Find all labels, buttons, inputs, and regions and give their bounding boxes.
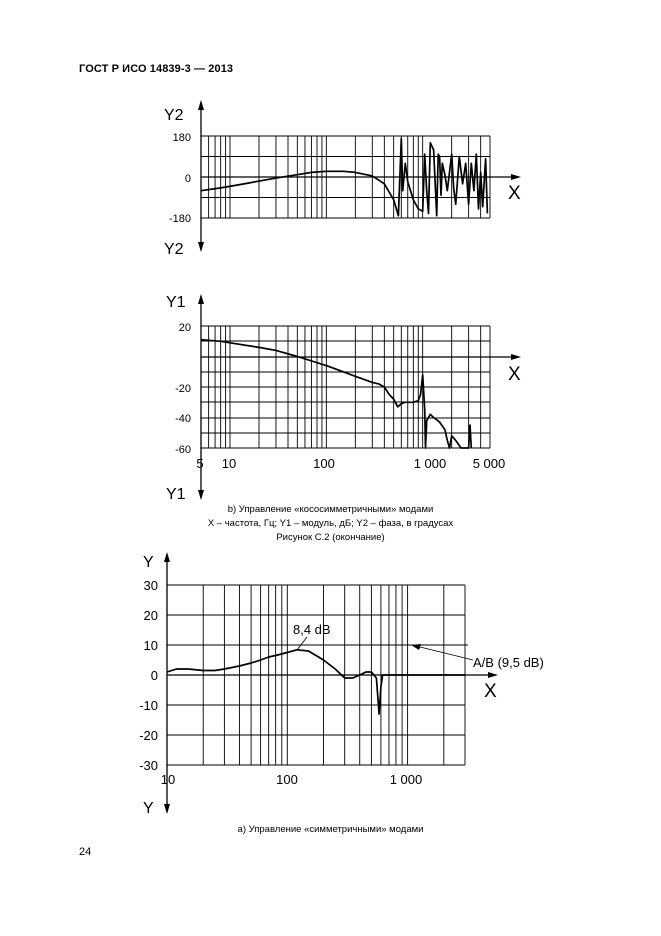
magnitude-tick-minus60: -60: [175, 444, 191, 456]
arrow-left-icon: [411, 644, 421, 650]
arrow-up-icon: [198, 294, 204, 304]
symmetric-xtick-10: 10: [160, 772, 176, 787]
caption-legend-b: X – частота, Гц; Y1 – модуль, дБ; Y2 – фаза, в градусах: [207, 518, 454, 529]
peak-annotation: 8,4 dB: [293, 622, 331, 637]
arrow-right-icon: [511, 354, 521, 360]
magnitude-y-label-bottom: Y1: [166, 486, 186, 503]
arrow-right-icon: [511, 174, 521, 180]
ab-annotation: A/B (9,5 dB): [473, 655, 544, 670]
symmetric-xtick-1000: 1 000: [389, 772, 423, 787]
magnitude-series-line: [201, 340, 471, 448]
magnitude-chart: [166, 294, 521, 503]
phase-x-label: X: [508, 183, 521, 204]
page-number: 24: [79, 846, 92, 858]
magnitude-x-label: X: [508, 364, 521, 385]
phase-chart: [164, 100, 521, 258]
magnitude-tick-minus20: -20: [175, 383, 191, 395]
symmetric-xtick-100: 100: [276, 772, 298, 787]
magnitude-xtick-5: 5: [196, 456, 204, 471]
magnitude-xtick-1000: 1 000: [413, 456, 447, 471]
symmetric-tick-minus20: -20: [139, 728, 158, 743]
caption-figure-a: а) Управление «симметричными» модами: [237, 824, 424, 835]
symmetric-tick-10: 10: [143, 638, 158, 653]
caption-figure-b: b) Управление «кососимметричными» модами: [227, 504, 434, 515]
magnitude-xtick-5000: 5 000: [472, 456, 506, 471]
phase-y-label-bottom: Y2: [164, 241, 184, 258]
symmetric-x-label: X: [484, 681, 497, 702]
arrow-up-icon: [164, 552, 170, 562]
magnitude-tick-20: 20: [178, 322, 191, 334]
symmetric-tick-minus10: -10: [139, 698, 158, 713]
phase-y-label-top: Y2: [164, 107, 184, 124]
magnitude-xtick-100: 100: [313, 456, 335, 471]
document-header: ГОСТ Р ИСО 14839-3 — 2013: [79, 63, 234, 75]
symmetric-tick-0: 0: [150, 668, 158, 683]
symmetric-tick-minus30: -30: [139, 758, 158, 773]
magnitude-xtick-10: 10: [221, 456, 237, 471]
ab-leader: [416, 646, 473, 660]
arrow-down-icon: [198, 242, 204, 252]
phase-tick-180: 180: [172, 132, 191, 144]
caption-figure-title: Рисунок С.2 (окончание): [276, 532, 385, 543]
symmetric-tick-20: 20: [143, 608, 158, 623]
symmetric-tick-30: 30: [143, 578, 158, 593]
arrow-down-icon: [198, 490, 204, 500]
arrow-right-icon: [488, 672, 498, 678]
magnitude-tick-minus40: -40: [175, 413, 191, 425]
phase-tick-minus180: -180: [168, 213, 191, 225]
arrow-down-icon: [164, 804, 170, 814]
symmetric-y-label-top: Y: [143, 554, 154, 571]
peak-leader: [297, 637, 307, 650]
symmetric-series-line: [167, 650, 465, 714]
phase-tick-0: 0: [184, 173, 191, 185]
symmetric-chart: [139, 552, 544, 817]
symmetric-y-label-bottom: Y: [143, 800, 154, 817]
magnitude-y-label-top: Y1: [166, 294, 186, 311]
arrow-up-icon: [198, 100, 204, 110]
